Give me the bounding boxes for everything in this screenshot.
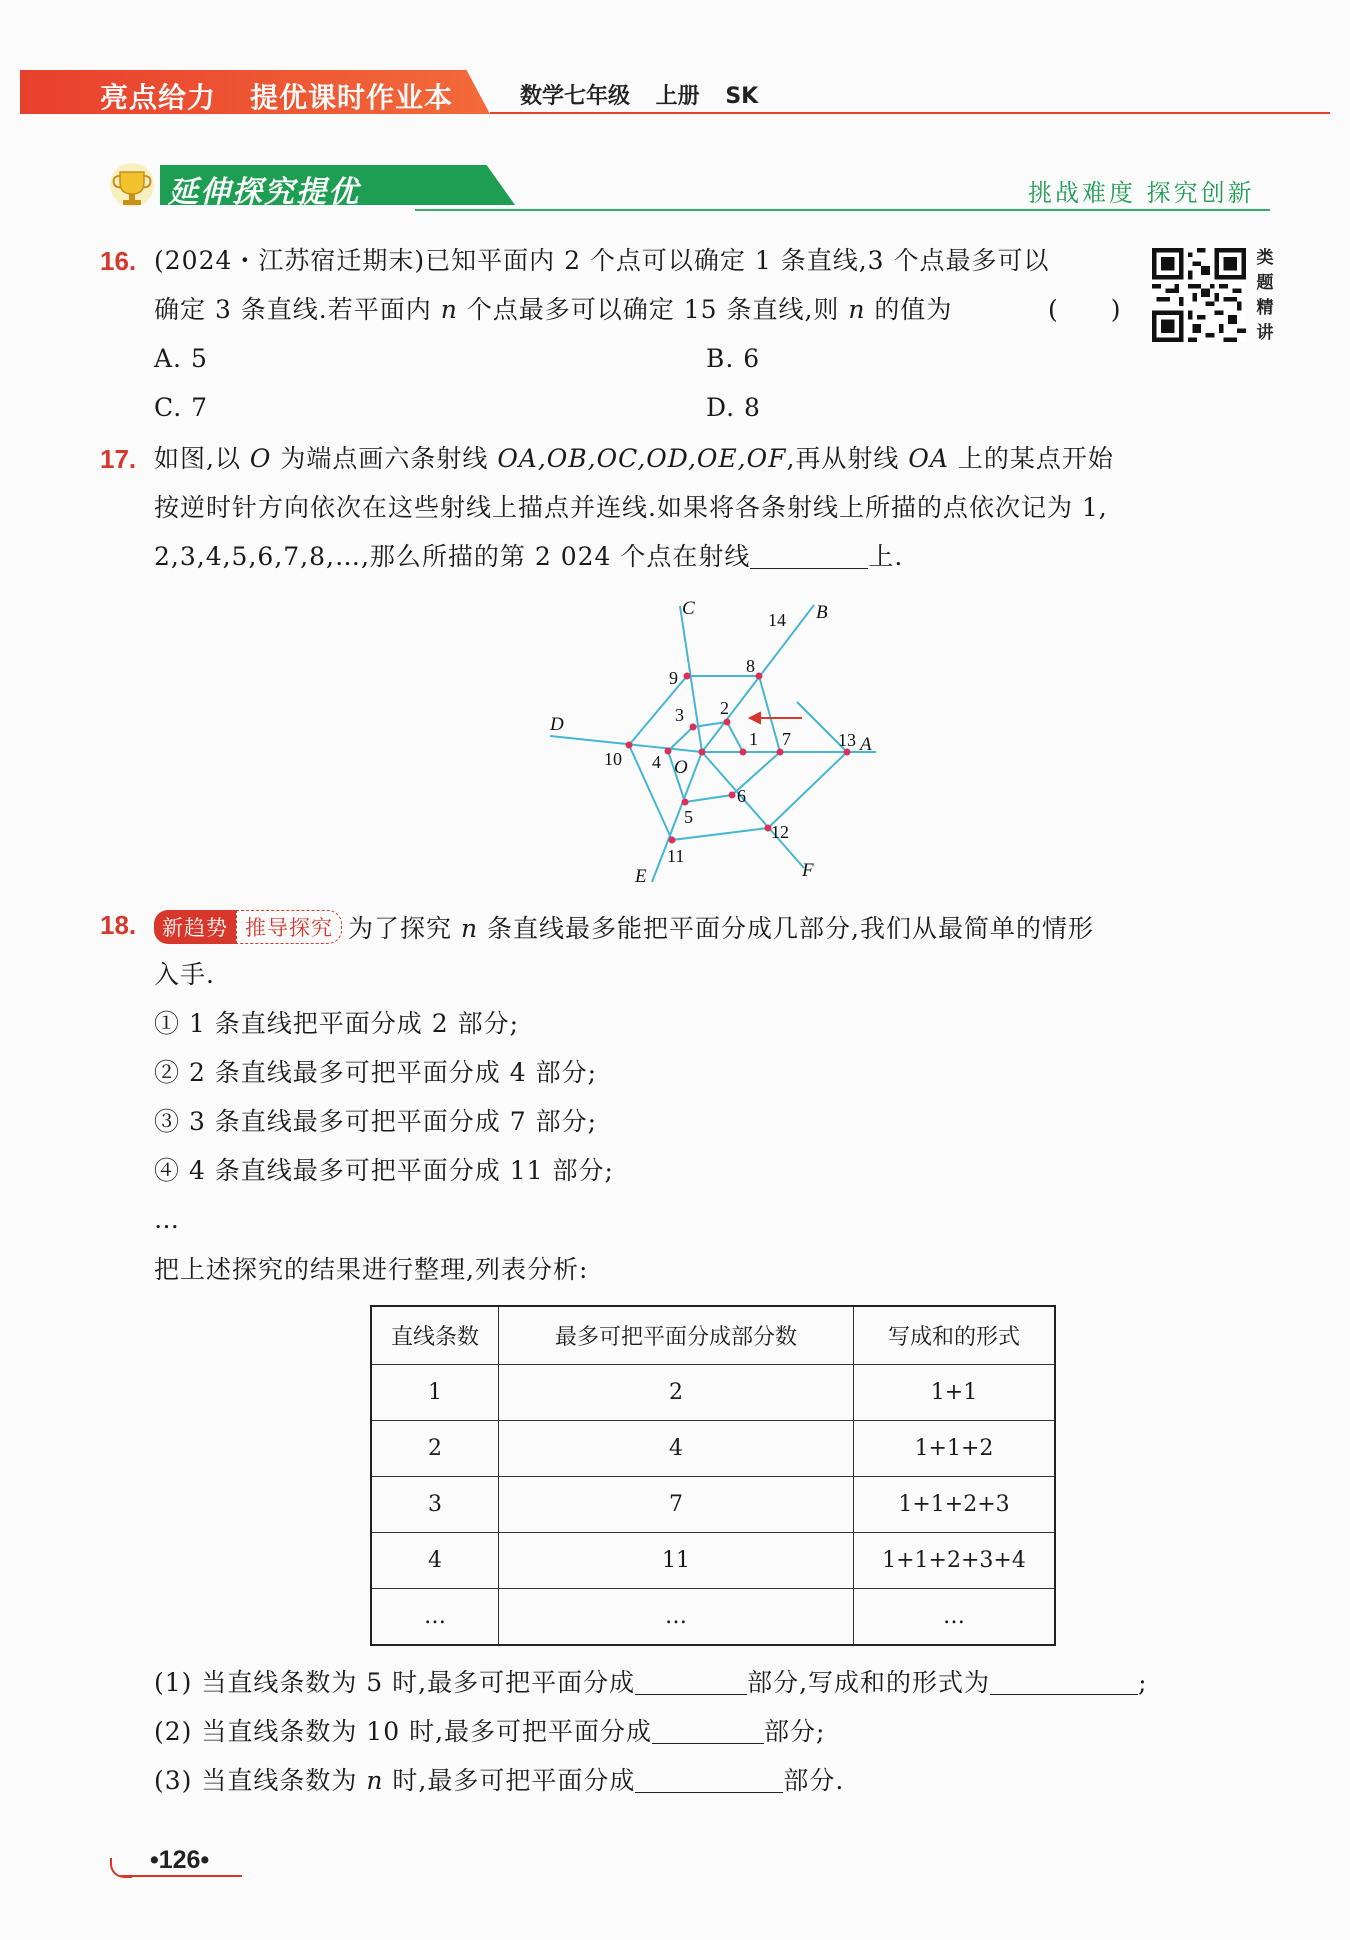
pt-label-12: 12	[771, 822, 789, 842]
q18-item-3: ③ 3 条直线最多可把平面分成 7 部分;	[154, 1107, 598, 1136]
pt-label-3: 3	[675, 705, 684, 725]
table-row	[371, 1477, 1055, 1533]
q16-line2: 确定 3 条直线.若平面内 n 个点最多可以确定 15 条直线,则 n 的值为	[154, 295, 953, 324]
header-rule	[490, 112, 1330, 114]
q18-line1: 新趋势 推导探究 为了探究 n 条直线最多能把平面分成几部分,我们从最简单的情形	[154, 910, 1094, 944]
table-header: 直线条数	[371, 1306, 499, 1365]
pt-label-7: 7	[782, 729, 791, 749]
section-title: 延伸探究提优	[168, 175, 360, 210]
table-cell: 7	[499, 1477, 854, 1533]
qr-label: 类题精讲	[1256, 248, 1274, 343]
table-header: 最多可把平面分成部分数	[499, 1306, 854, 1365]
table-cell: 1+1+2+3+4	[854, 1533, 1056, 1589]
table-cell: …	[371, 1589, 499, 1646]
header-brand: 亮点给力	[100, 81, 217, 114]
label-f: F	[802, 860, 814, 881]
badge-new-trend: 新趋势	[154, 910, 236, 944]
ray-figure	[540, 590, 890, 890]
pt-label-11: 11	[667, 846, 685, 866]
label-b: B	[816, 602, 828, 623]
q18-number: 18.	[100, 910, 137, 940]
q18-table-intro: 把上述探究的结果进行整理,列表分析:	[154, 1255, 589, 1284]
q18-item-1: ① 1 条直线把平面分成 2 部分;	[154, 1009, 520, 1038]
table-header-row	[371, 1306, 1055, 1365]
pt-label-2: 2	[720, 698, 729, 718]
table-cell: 3	[371, 1477, 499, 1533]
q17-line1: 如图,以 O 为端点画六条射线 OA,OB,OC,OD,OE,OF,再从射线 OA 上的某点开始	[154, 444, 1114, 473]
pt-label-6: 6	[737, 786, 746, 806]
q16-number: 16.	[100, 246, 137, 276]
section-rule	[415, 209, 1270, 211]
table-cell: …	[854, 1589, 1056, 1646]
page-number: •126•	[150, 1846, 210, 1874]
label-o: O	[674, 757, 688, 778]
header-book: 数学七年级 上册 SK	[520, 84, 759, 109]
table-cell: …	[499, 1589, 854, 1646]
table-cell: 11	[499, 1533, 854, 1589]
q16-option-b: B. 6	[706, 344, 761, 373]
footer-rule	[120, 1875, 242, 1877]
q18-sub3: (3) 当直线条数为 n 时,最多可把平面分成 部分.	[154, 1766, 845, 1795]
q17-line2: 按逆时针方向依次在这些射线上描点并连线.如果将各条射线上所描的点依次记为 1,	[154, 493, 1108, 522]
table-row	[371, 1533, 1055, 1589]
q18-item-2: ② 2 条直线最多可把平面分成 4 部分;	[154, 1058, 598, 1087]
pt-label-5: 5	[684, 807, 693, 827]
qr-code-icon[interactable]	[1152, 248, 1246, 342]
pt-label-9: 9	[669, 668, 678, 688]
q18-sub2: (2) 当直线条数为 10 时,最多可把平面分成 部分;	[154, 1717, 826, 1746]
ray-of	[702, 752, 804, 868]
badge-derive: 推导探究	[236, 910, 342, 944]
q18-item-4: ④ 4 条直线最多可把平面分成 11 部分;	[154, 1156, 614, 1185]
q18-ellipsis: …	[154, 1205, 180, 1234]
table-header: 写成和的形式	[854, 1306, 1056, 1365]
pt-label-4: 4	[652, 752, 661, 772]
table-cell: 4	[371, 1533, 499, 1589]
table-cell: 2	[371, 1421, 499, 1477]
table-cell: 4	[499, 1421, 854, 1477]
pt-label-13: 13	[838, 730, 856, 750]
table-cell: 1+1	[854, 1365, 1056, 1421]
table-row	[371, 1421, 1055, 1477]
header-series: 提优课时作业本	[250, 81, 454, 114]
q16-option-d: D. 8	[706, 393, 761, 422]
q18-sub2-blank[interactable]	[652, 1721, 764, 1744]
label-d: D	[550, 714, 564, 735]
pt-label-1: 1	[749, 729, 758, 749]
table-cell: 1+1+2+3	[854, 1477, 1056, 1533]
trophy-icon	[102, 160, 160, 210]
q17-answer-blank[interactable]	[750, 546, 868, 569]
q17-number: 17.	[100, 444, 137, 474]
q16-option-c: C. 7	[154, 393, 209, 422]
pt-label-10: 10	[604, 749, 622, 769]
q16-answer-paren: ( )	[1048, 295, 1122, 324]
pt-label-14: 14	[768, 610, 786, 630]
q18-sub1: (1) 当直线条数为 5 时,最多可把平面分成 部分,写成和的形式为 ;	[154, 1668, 1148, 1697]
table-row	[371, 1589, 1055, 1646]
label-a: A	[860, 734, 872, 755]
connecting-path	[629, 676, 847, 840]
q18-sub1-blank-b[interactable]	[990, 1672, 1138, 1695]
table-row	[371, 1365, 1055, 1421]
q17-line3: 2,3,4,5,6,7,8,…,那么所描的第 2 024 个点在射线 上.	[154, 542, 904, 571]
table-cell: 1+1+2	[854, 1421, 1056, 1477]
q16-option-a: A. 5	[154, 344, 208, 373]
q18-sub3-blank[interactable]	[635, 1770, 783, 1793]
pt-label-8: 8	[746, 656, 755, 676]
table-cell: 1	[371, 1365, 499, 1421]
q18-line2: 入手.	[154, 960, 215, 989]
q16-line1: (2024・江苏宿迁期末)已知平面内 2 个点可以确定 1 条直线,3 个点最多可以	[154, 246, 1050, 275]
section-subtitle: 挑战难度 探究创新	[1028, 179, 1255, 207]
results-table	[370, 1305, 1056, 1646]
label-c: C	[682, 598, 695, 619]
table-cell: 2	[499, 1365, 854, 1421]
label-e: E	[635, 866, 647, 887]
q18-sub1-blank-a[interactable]	[635, 1672, 747, 1695]
